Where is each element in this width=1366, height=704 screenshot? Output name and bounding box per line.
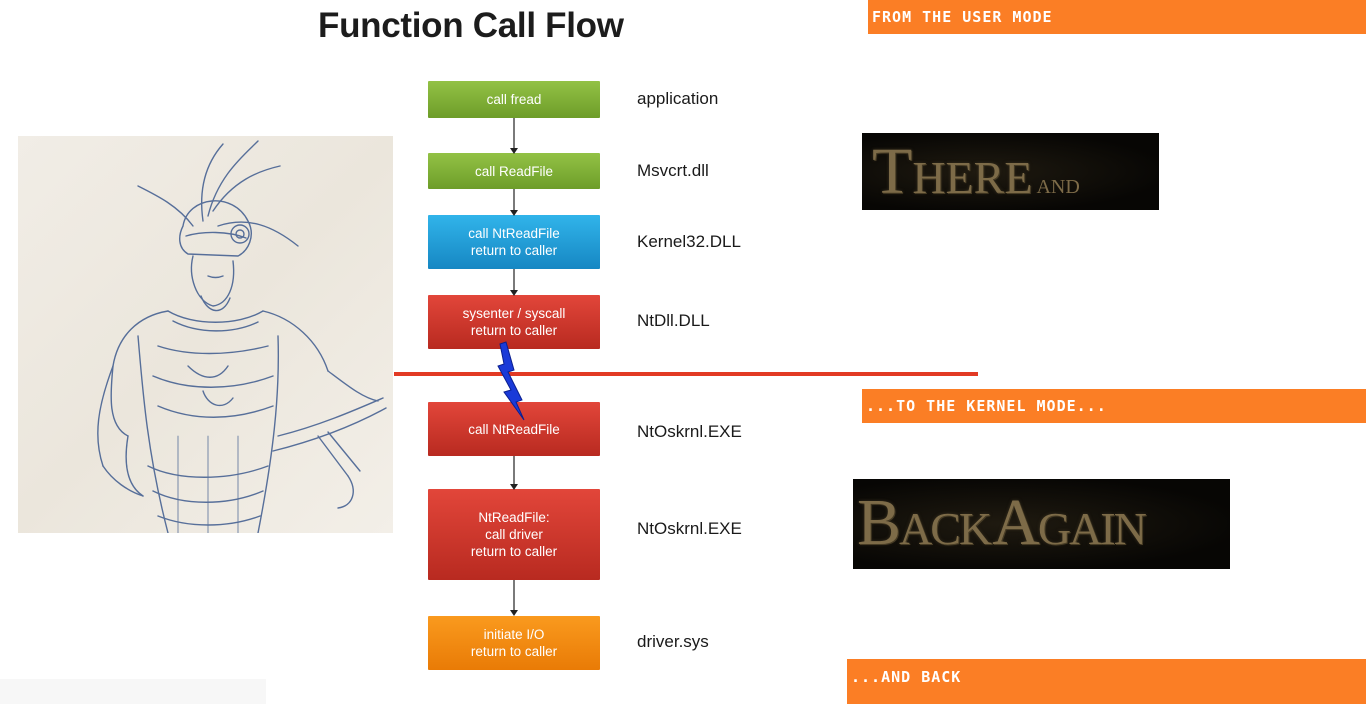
- knight-sketch-icon: [18, 136, 393, 533]
- arrowhead-icon: [510, 148, 518, 154]
- flow-box-label: call fread: [486, 92, 542, 107]
- back-again-title-image: [853, 479, 1230, 569]
- flow-box-label: call NtReadFile return to caller: [468, 226, 560, 258]
- flow-box-label: NtReadFile: call driver return to caller: [470, 510, 558, 559]
- flow-box-label: call ReadFile: [474, 163, 554, 179]
- flow-box-label: initiate I/O return to caller: [470, 627, 558, 659]
- module-label-ntdll: NtDll.DLL: [637, 311, 710, 330]
- again-first-letter: A: [992, 486, 1038, 559]
- module-label-msvcrt: Msvcrt.dll: [637, 161, 709, 180]
- user-mode-banner: FROM THE USER MODE: [868, 0, 1366, 34]
- flow-box-label: sysenter / syscall return to caller: [462, 306, 566, 338]
- back-rest: ACK: [899, 503, 991, 554]
- bottom-left-panel: [0, 679, 266, 704]
- arrowhead-icon: [510, 290, 518, 296]
- back-first-letter: B: [857, 486, 900, 559]
- module-label-driver: driver.sys: [637, 632, 709, 651]
- module-label-ntoskrnl-1: NtOskrnl.EXE: [637, 422, 742, 441]
- kernel-mode-banner: ...TO THE KERNEL MODE...: [862, 389, 1366, 423]
- flow-box-label: call NtReadFile: [468, 421, 560, 437]
- lightning-bolt-icon: [494, 340, 530, 422]
- arrowhead-icon: [510, 610, 518, 616]
- module-label-application: application: [637, 89, 719, 108]
- there-and-title-image: [862, 133, 1159, 210]
- there-rest: HERE: [912, 152, 1033, 203]
- and-back-banner: ...AND BACK: [847, 659, 1366, 704]
- module-label-ntoskrnl-2: NtOskrnl.EXE: [637, 519, 742, 538]
- arrowhead-icon: [510, 484, 518, 490]
- page-title: Function Call Flow: [318, 6, 624, 45]
- again-rest: GAIN: [1037, 503, 1145, 554]
- arrowhead-icon: [510, 210, 518, 216]
- knight-sketch-image: [18, 136, 393, 533]
- and-word: AND: [1036, 176, 1080, 198]
- there-first-letter: T: [872, 135, 913, 208]
- user-kernel-divider: [394, 372, 978, 376]
- module-label-kernel32: Kernel32.DLL: [637, 232, 741, 251]
